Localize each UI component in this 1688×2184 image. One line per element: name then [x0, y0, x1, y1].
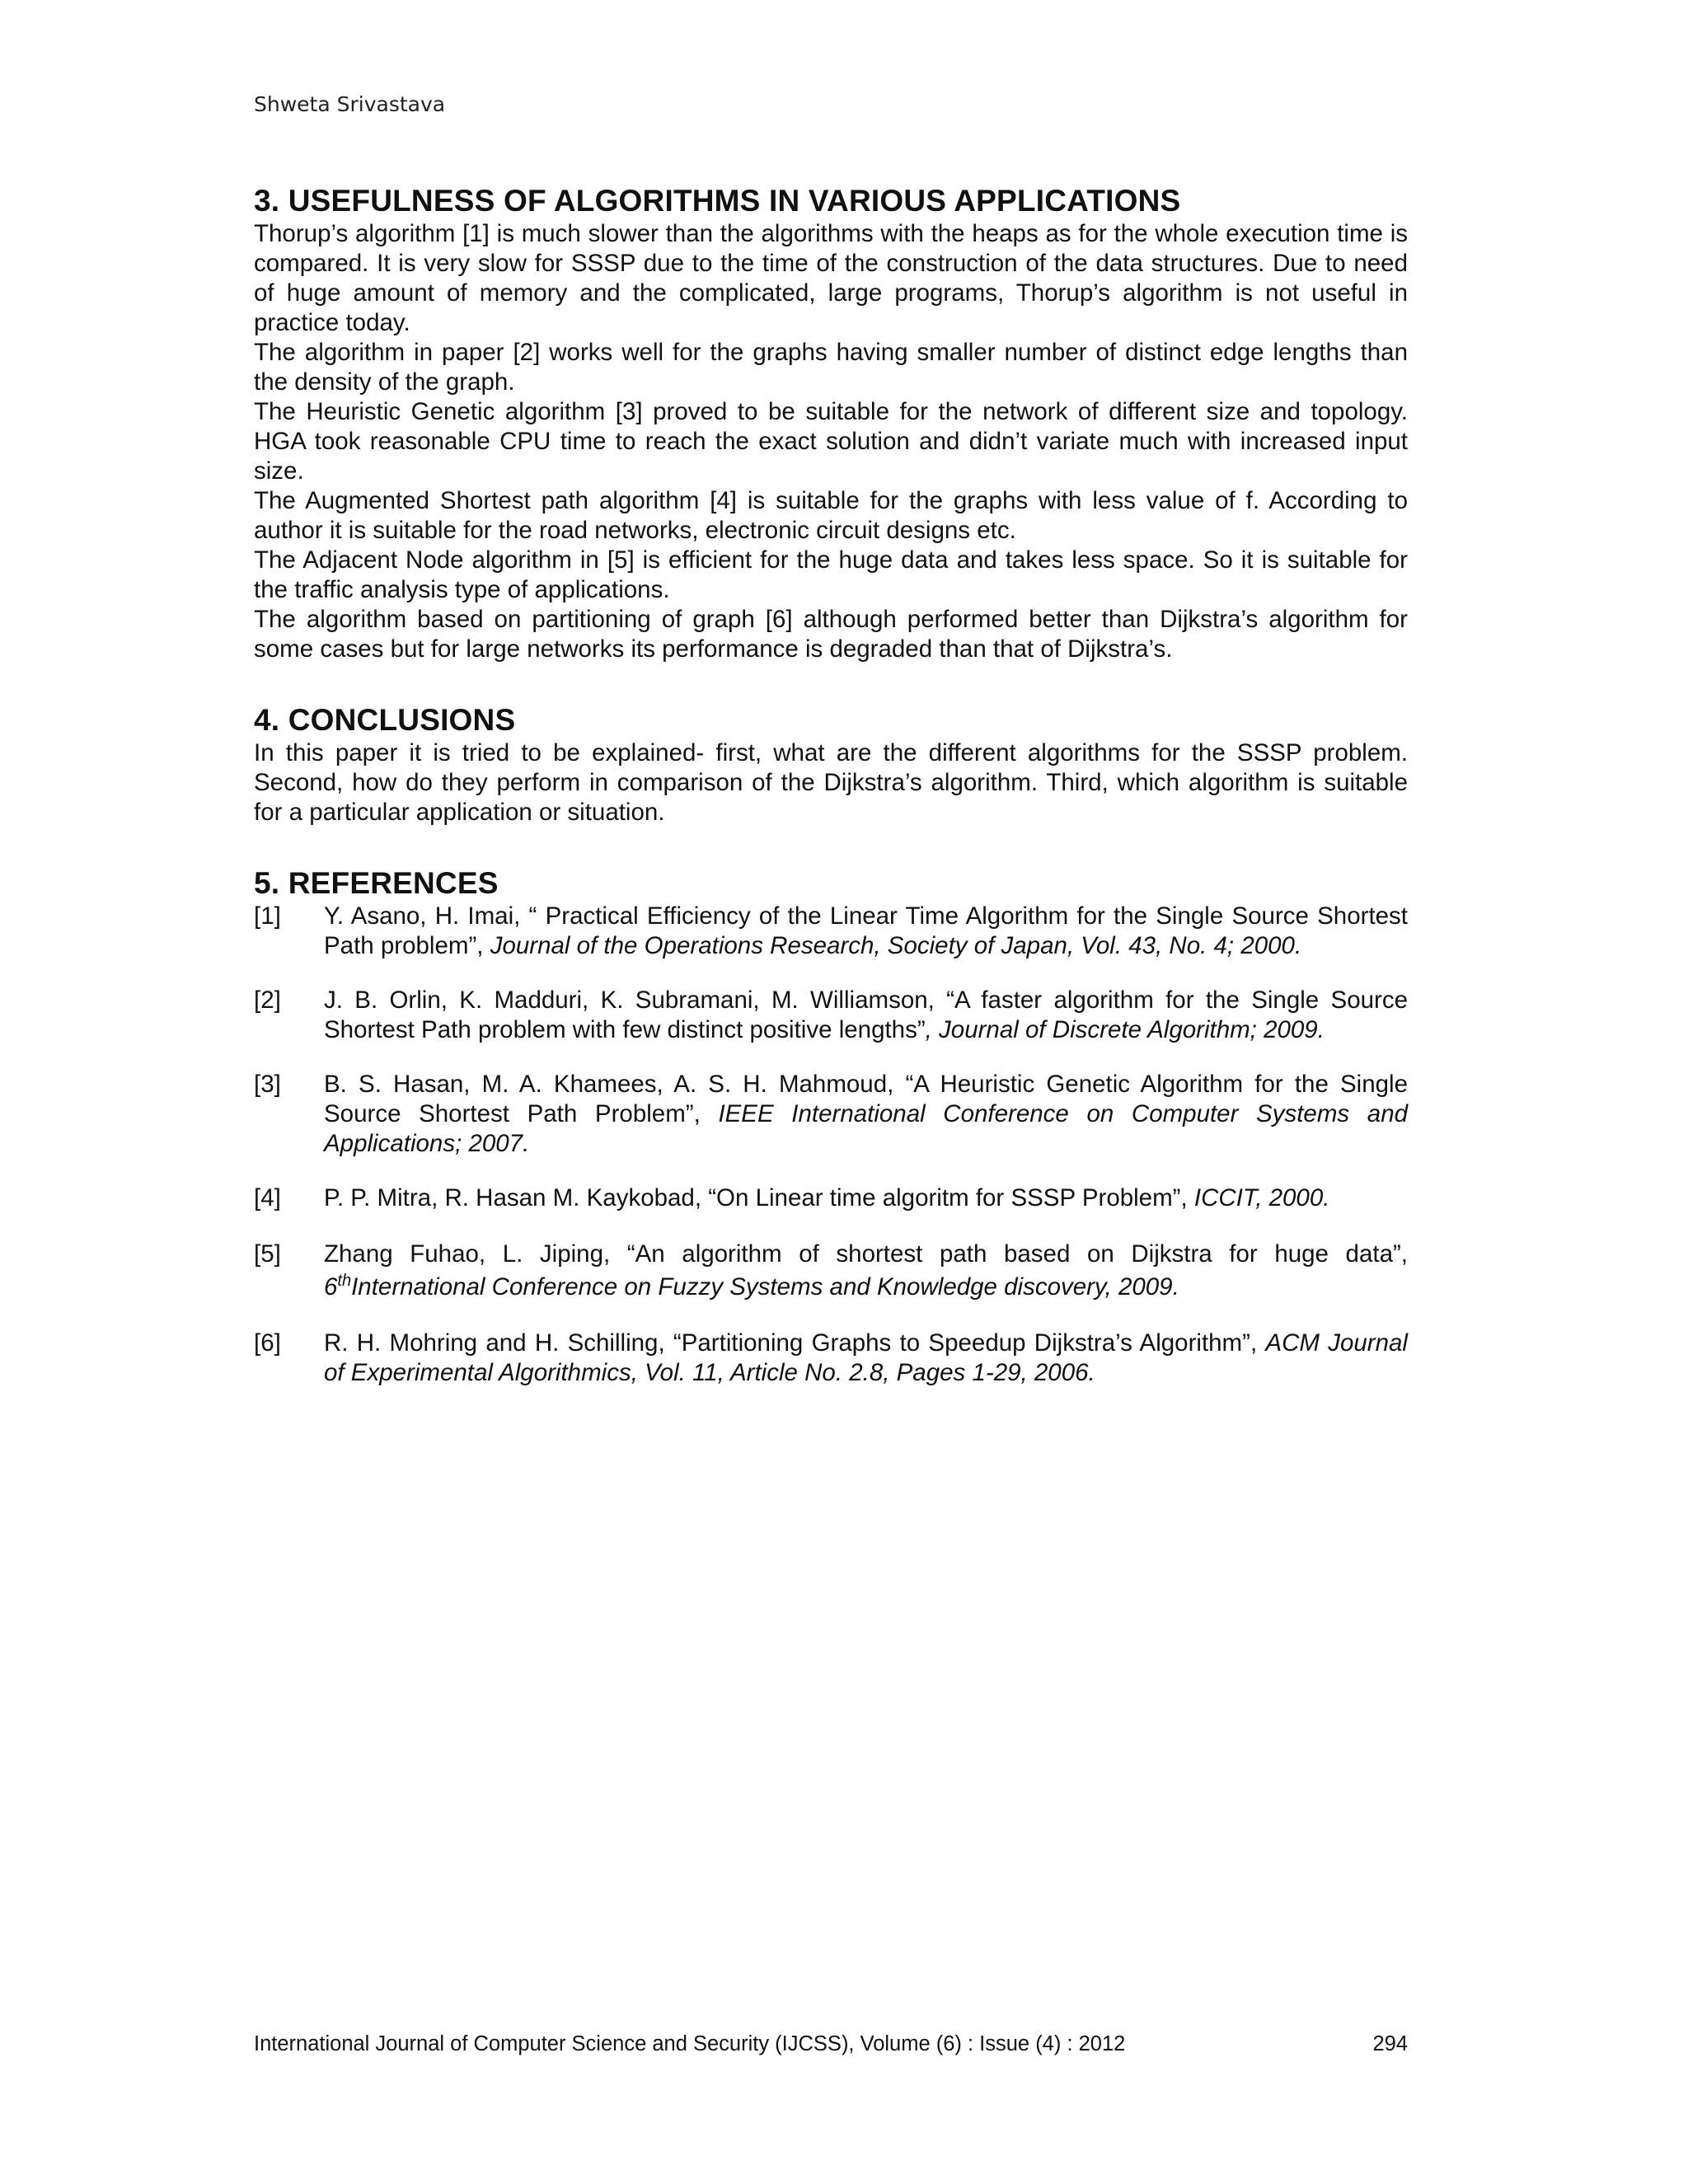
- reference-venue: Journal of the Operations Research, Society of Japan, Vol. 43, No. 4; 2000.: [490, 932, 1302, 959]
- reference-item: [254, 1329, 1408, 1388]
- reference-text: Zhang Fuhao, L. Jiping, “An algorithm of shortest path based on Dijkstra for huge data”,: [324, 1240, 1408, 1268]
- reference-venue: International Conference on Fuzzy Systems and Knowledge discovery, 2009.: [351, 1273, 1179, 1301]
- reference-number: [4]: [254, 1184, 281, 1212]
- reference-number: [2]: [254, 987, 281, 1014]
- reference-text: R. H. Mohring and H. Schilling, “Partitioning Graphs to Speedup Dijkstra’s Algorithm”,: [324, 1329, 1266, 1357]
- main-content: [254, 183, 1408, 1426]
- reference-item: [254, 902, 1408, 961]
- footer-journal-info: International Journal of Computer Science and Security (IJCSS), Volume (6) : Issue (4) : 2012: [254, 2032, 1126, 2055]
- reference-text: B. S. Hasan, M. A. Khamees, A. S. H. Mahmoud, “A Heuristic Genetic Algorithm for the Single Source Shortest Path Problem”,: [324, 1071, 1408, 1127]
- paragraph-augmented: The Augmented Shortest path algorithm [4] is suitable for the graphs with less value of f. According to author it is suitable for the road networks, electronic circuit designs etc.: [254, 487, 1408, 544]
- reference-item: [254, 1183, 1408, 1213]
- section-heading-references: 5. REFERENCES: [254, 866, 499, 900]
- reference-item: [254, 1238, 1408, 1304]
- page-number: 294: [1372, 2032, 1408, 2055]
- reference-number: [3]: [254, 1071, 281, 1098]
- reference-text: J. B. Orlin, K. Madduri, K. Subramani, M. Williamson, “A faster algorithm for the Single Source Shortest Path problem with few distinct positive lengths”: [324, 987, 1408, 1043]
- reference-number: [6]: [254, 1329, 281, 1357]
- reference-number: [5]: [254, 1240, 281, 1268]
- reference-venue: IEEE International Conference on Computer Systems and Applications; 2007.: [324, 1100, 1409, 1157]
- reference-venue: , Journal of Discrete Algorithm; 2009.: [925, 1016, 1325, 1043]
- section-usefulness: [254, 183, 1408, 664]
- section-heading-usefulness: 3. USEFULNESS OF ALGORITHMS IN VARIOUS APPLICATIONS: [254, 184, 1181, 218]
- reference-text: Y. Asano, H. Imai, “ Practical Efficiency of the Linear Time Algorithm for the Single Source Shortest Path problem”,: [324, 902, 1408, 959]
- paragraph-partitioning: The algorithm based on partitioning of graph [6] although performed better than Dijkstra’s algorithm for some cases but for large networks its performance is degraded than that of Dijkstra’s.: [254, 606, 1408, 663]
- running-head-author: Shweta Srivastava: [254, 92, 446, 116]
- section-conclusions: [254, 702, 1408, 827]
- reference-item: [254, 986, 1408, 1045]
- reference-number: [1]: [254, 902, 281, 930]
- reference-item: [254, 1070, 1408, 1159]
- section-references: [254, 865, 1408, 1388]
- reference-venue-superscript: th: [337, 1272, 352, 1291]
- paragraph-thorup: Thorup’s algorithm [1] is much slower than the algorithms with the heaps as for the whole execution time is compared. It is very slow for SSSP due to the time of the construction of the data structures. Due to need of huge amount of memory and the complicated, large programs, Thorup’s algorithm is not useful in practice today.: [254, 220, 1408, 336]
- reference-venue-ordinal: 6: [324, 1273, 338, 1301]
- paragraph-conclusions: In this paper it is tried to be explained- first, what are the different algorithms for the SSSP problem. Second, how do they perform in comparison of the Dijkstra’s algorithm. Third, which algorithm is suitable for a particular application or situation.: [254, 739, 1408, 826]
- paragraph-paper2: The algorithm in paper [2] works well for the graphs having smaller number of distinct edge lengths than the density of the graph.: [254, 339, 1408, 396]
- reference-venue: ICCIT, 2000.: [1193, 1184, 1330, 1212]
- paragraph-adjacent-node: The Adjacent Node algorithm in [5] is efficient for the huge data and takes less space. So it is suitable for the traffic analysis type of applications.: [254, 546, 1408, 603]
- reference-venue: ACM Journal of Experimental Algorithmics, Vol. 11, Article No. 2.8, Pages 1-29, 2006.: [324, 1329, 1408, 1386]
- section-heading-conclusions: 4. CONCLUSIONS: [254, 703, 516, 737]
- paragraph-hga: The Heuristic Genetic algorithm [3] proved to be suitable for the network of different size and topology. HGA took reasonable CPU time to reach the exact solution and didn’t variate much with increased input size.: [254, 398, 1408, 485]
- reference-text: P. P. Mitra, R. Hasan M. Kaykobad, “On Linear time algoritm for SSSP Problem”,: [324, 1184, 1194, 1212]
